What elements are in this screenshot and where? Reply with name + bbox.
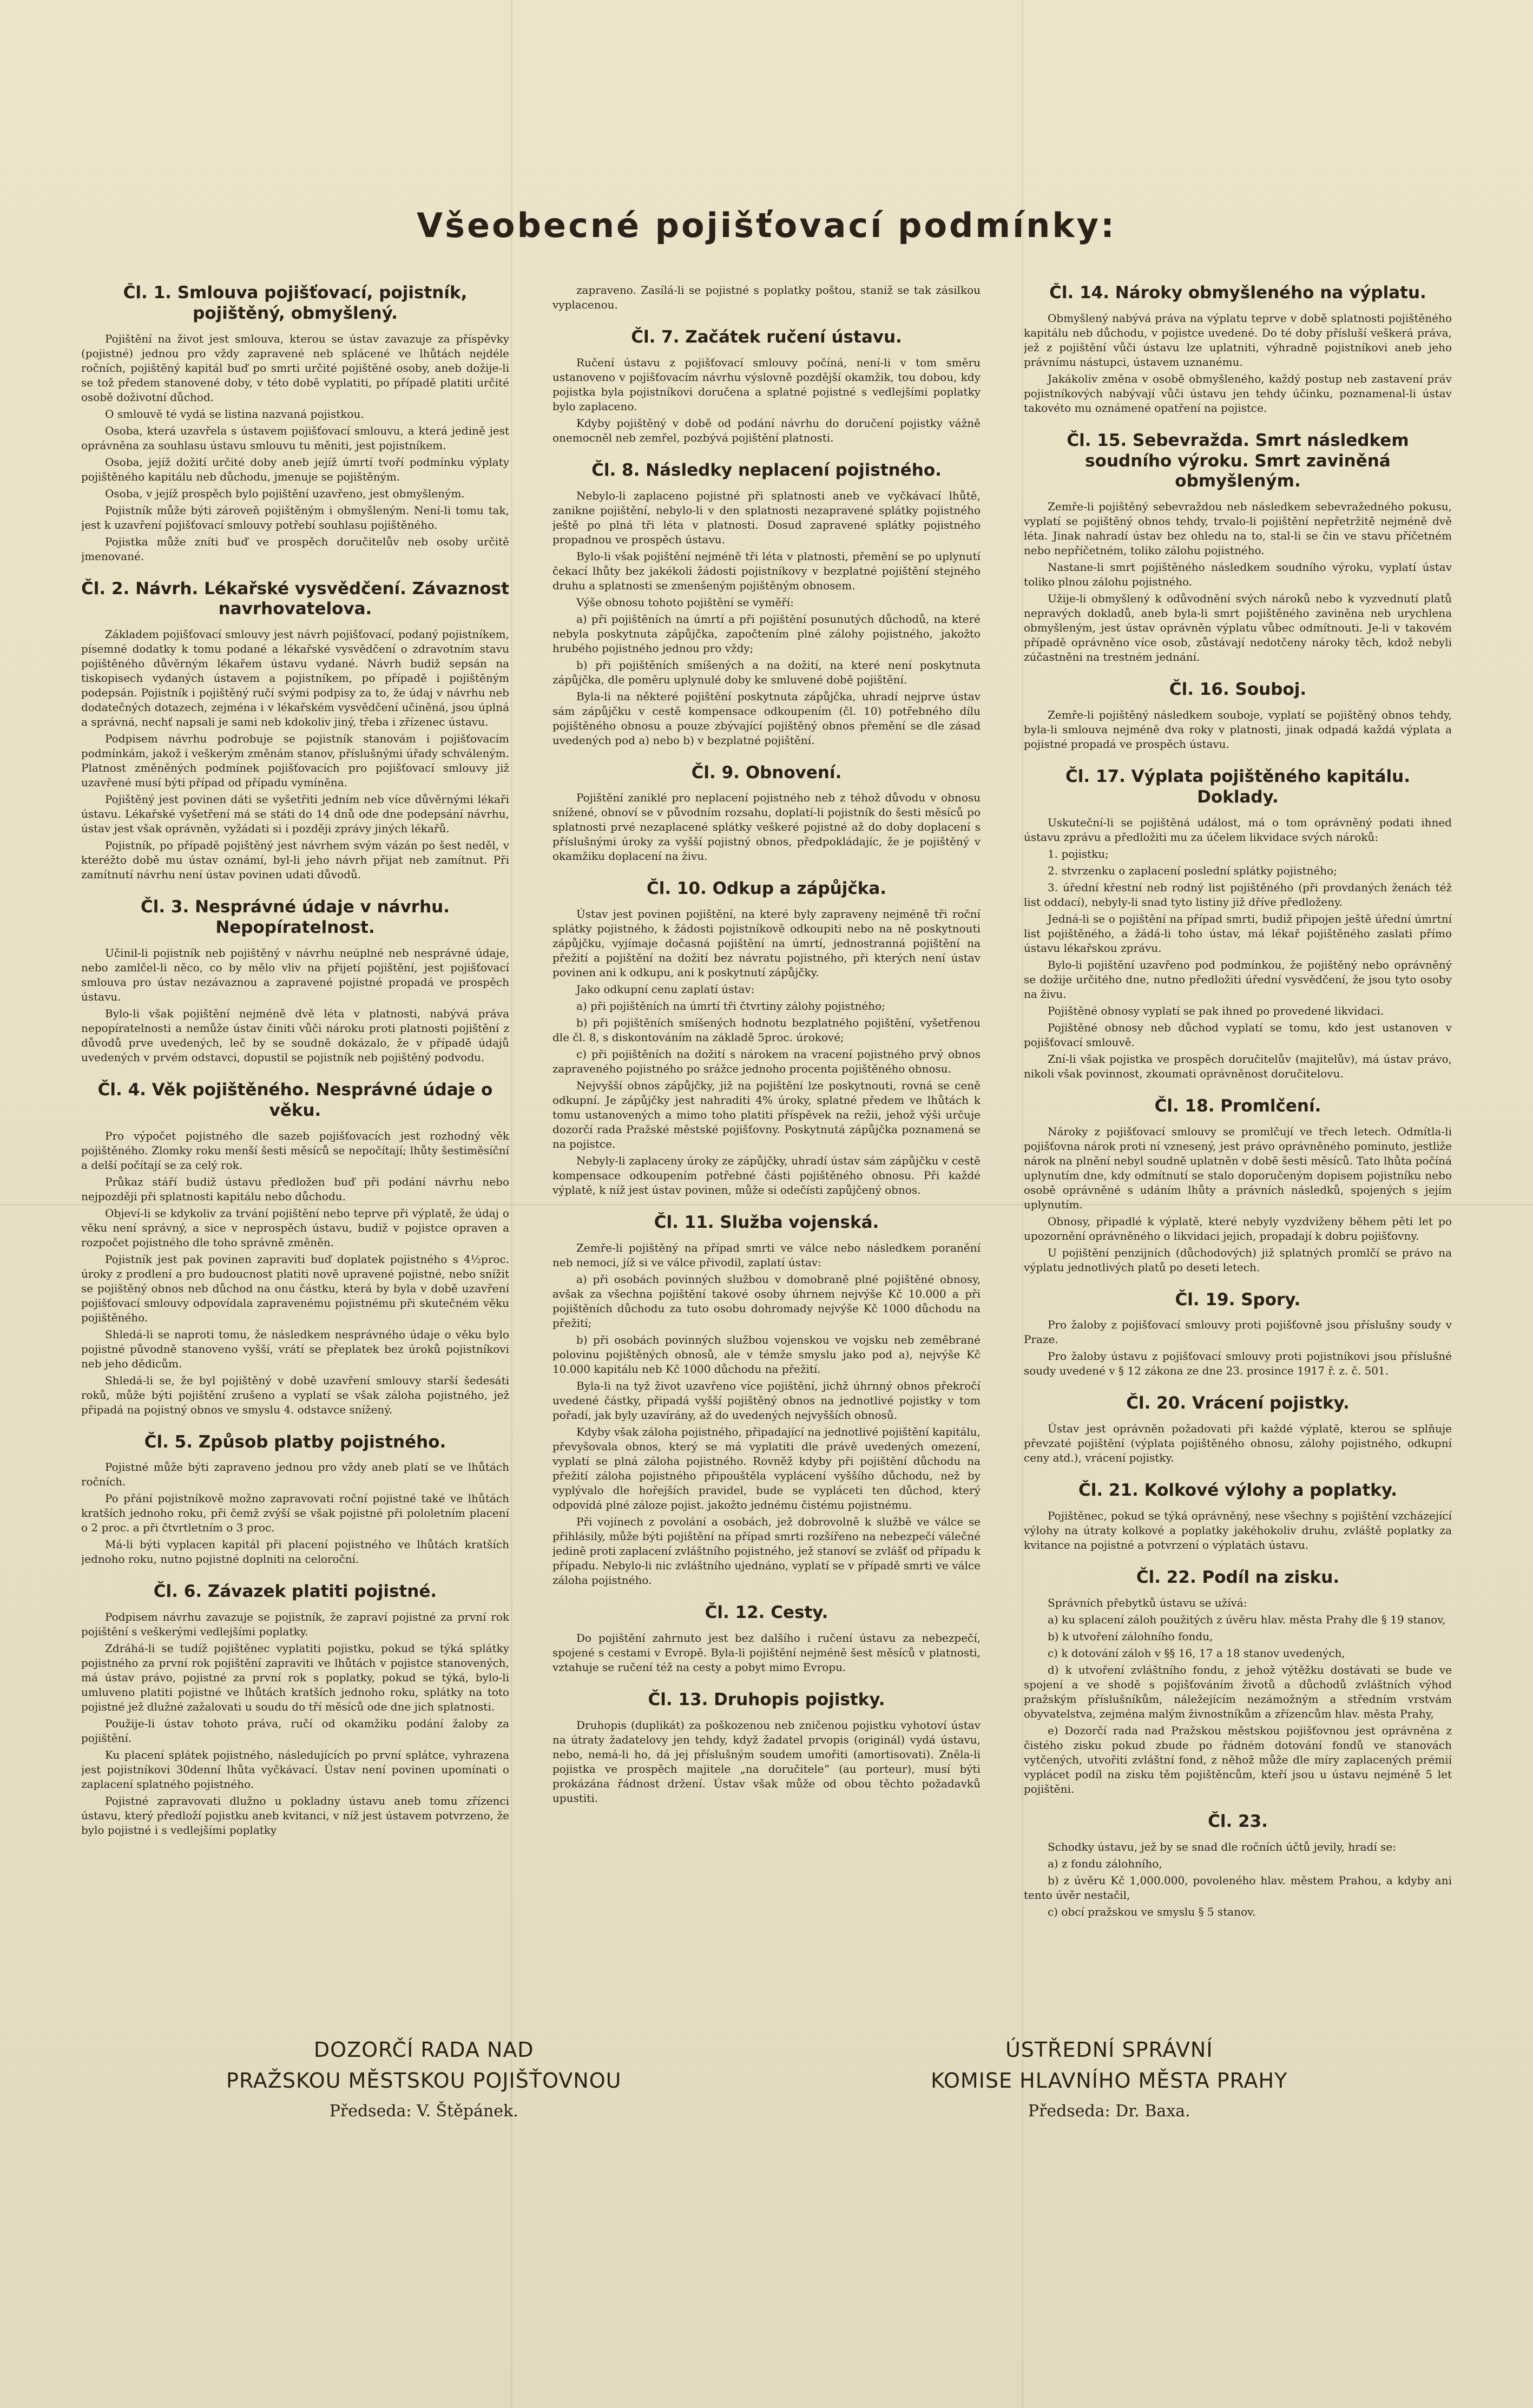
article-paragraph: Při vojínech z povolání a osobách, jež dobrovolně k službě ve válce se přihlásily, může býti pojištění na případ smrti rozšířeno na nebezpečí válečné jedině proti zaplacení zvláštního pojistného, jež stanoví se zvlášť od případu k případu. Nebylo-li nic zvláštního ujednáno, vyplatí se v případě smrti ve válce záloha pojistného.	[552, 1515, 981, 1587]
article-paragraph: Pojištění zaniklé pro neplacení pojistného neb z téhož důvodu v obnosu snížené, obnoví se v původním rozsahu, doplatí-li pojistník do šesti měsíců po splatnosti prvé nezaplacené splátky veškeré pojistné až do doby doplacení s příslušnými úroky za vyšší pojistný obnos, předpokládajíc, že je pojištěný v okamžiku doplacení na živu.	[552, 791, 981, 863]
article	[1024, 1481, 1452, 1552]
article-paragraph: a) z fondu zálohního,	[1048, 1857, 1162, 1870]
article-paragraph: Podpisem návrhu zavazuje se pojistník, že zapraví pojistné za první rok pojištění s veškerými vedlejšími poplatky.	[81, 1610, 509, 1639]
article-paragraph: Uskuteční-li se pojištěná událost, má o tom oprávněný podati ihned ústavu zprávu a předložiti mu za účelem likvidace svých nároků:	[1024, 815, 1452, 844]
article-paragraph: Nastane-li smrt pojištěného následkem soudního výroku, vyplatí ústav toliko plnou zálohu pojistného.	[1024, 561, 1452, 589]
article	[1024, 1393, 1452, 1465]
article	[81, 1080, 509, 1417]
article	[81, 897, 509, 1065]
article-heading: Čl. 5. Způsob platby pojistného.	[144, 1432, 446, 1452]
signature-supervisory-board	[81, 2035, 767, 2121]
article	[552, 763, 981, 864]
article-paragraph: 3. úřední křestní neb rodný list pojištěného (při provdaných ženách též list oddací), nebyly-li snad tyto listiny již dříve předloženy.	[1024, 880, 1452, 909]
article-paragraph: a) při pojištěních na úmrtí a při pojištění posunutých důchodů, na které nebyla poskytnuta zápůjčka, započtením plné zálohy pojistného, jakožto hrubého pojistného jednou pro vždy;	[552, 612, 981, 655]
article-paragraph: Ústav jest povinen pojištění, na které byly zapraveny nejméně tři roční splátky pojistného, k žádosti pojistníkově odkoupiti nebo na ně poskytnouti zápůjčku, vyjímaje dočasná pojištění na úmrtí, jednostranná pojištění na přežití a pojištění na dožití bez návratu pojistného, při kterých není ústav povinen ani k odkupu, ani k poskytnutí zápůjčky.	[552, 907, 981, 979]
article	[1024, 1568, 1452, 1797]
article-paragraph: Shledá-li se, že byl pojištěný v době uzavření smlouvy starší šedesáti roků, může býti pojištění zrušeno a vyplatí se však záloha pojistného, jež připadá na pojistný obnos ve smyslu 4. odstavce snížený.	[81, 1373, 509, 1416]
article-paragraph: Výše obnosu tohoto pojištění se vyměří:	[576, 595, 794, 609]
article-paragraph: Použije-li ústav tohoto práva, ručí od okamžiku podání žaloby za pojištění.	[81, 1717, 509, 1745]
article-paragraph: e) Dozorčí rada nad Pražskou městskou pojišťovnou jest oprávněna z čistého zisku pokud zbude po řádném dotování fondů ve stanovách vytčených, utvořiti zvláštní fond, z něhož může dle míry zaplacených prémií vyplácet podíl na zisku těm pojištěncům, kteří jsou u ústavu nejméně 5 let pojištěni.	[1024, 1723, 1452, 1795]
article	[552, 460, 981, 748]
article	[552, 1690, 981, 1806]
article-paragraph: Zní-li však pojistka ve prospěch doručitelův (majitelův), má ústav právo, nikoli však povinnost, zkoumati oprávněnost doručitelovu.	[1024, 1052, 1452, 1080]
article-paragraph: Objeví-li se kdykoliv za trvání pojištění nebo teprve při výplatě, že údaj o věku není správný, a sice v neprospěch ústavu, budiž v pojistce opraven a rozpočet pojistného dle toho správně změněn.	[81, 1206, 509, 1249]
article-paragraph: Pro žaloby ústavu z pojišťovací smlouvy proti pojistníkovi jsou příslušné soudy uvedené v § 12 zákona ze dne 23. prosince 1917 ř. z. č. 501.	[1024, 1350, 1452, 1378]
article-heading: Čl. 8. Následky neplacení pojistného.	[591, 460, 942, 480]
article-paragraph: Ku placení splátek pojistného, následujících po první splátce, vyhrazena jest pojistníkovi 30denní lhůta vyčkávací. Ústav není povinen upomínati o zaplacení splatného pojistného.	[81, 1748, 509, 1791]
article-paragraph: Zemře-li pojištěný na případ smrti ve válce nebo následkem poranění neb nemoci, jíž si ve válce přivodil, zaplatí ústav:	[552, 1241, 981, 1269]
article-paragraph: Po přání pojistníkově možno zapravovati roční pojistné také ve lhůtách kratších jednoho roku, při čemž zvýší se však pojistné při pololetním placení o 2 proc. a při čtvrtletním o 3 proc.	[81, 1492, 509, 1535]
signature-chairman: Předseda: Dr. Baxa.	[1028, 2102, 1190, 2121]
article	[81, 1582, 509, 1838]
column-right	[1024, 283, 1452, 2069]
signature-block	[81, 2035, 1452, 2121]
article	[552, 879, 981, 1198]
article-heading: Čl. 18. Promlčení.	[1154, 1096, 1321, 1116]
article-paragraph: Pro výpočet pojistného dle sazeb pojišťovacích jest rozhodný věk pojištěného. Zlomky roku menší šesti měsíců se nepočítají; lhůty šestiměsíční a delší počítají se za celý rok.	[81, 1129, 509, 1172]
column-left	[81, 283, 509, 2069]
article-paragraph: b) k utvoření zálohního fondu,	[1048, 1629, 1213, 1643]
article-paragraph: Nároky z pojišťovací smlouvy se promlčují ve třech letech. Odmítla-li pojišťovna nárok proti ní vznesený, jest právo oprávněného pominuto, jestliže nárok na plnění nebyl soudně uplatněn v době šesti měsíců. Tato lhůta počíná uplynutím dne, kdy odmítnutí se stalo doporučeným dopisem pojistníku nebo osobě oprávněné s udáním lhůty a právních následků, spojených s jejím uplynutím.	[1024, 1124, 1452, 1211]
article-paragraph: Kdyby pojištěný v době od podání návrhu do doručení pojistky vážně onemocněl neb zemřel, pozbývá pojištění platnosti.	[552, 416, 981, 444]
article-heading: Čl. 3. Nesprávné údaje v návrhu. Nepopíratelnost.	[140, 897, 450, 938]
article-paragraph: Obnosy, připadlé k výplatě, které nebyly vyzdviženy během pěti let po upozornění oprávněného o likvidaci jejich, propadají k dobru pojišťovny.	[1024, 1214, 1452, 1242]
article-paragraph: Pojištěnec, pokud se týká oprávněný, nese všechny s pojištění vzcházející výlohy na útraty kolkové a poplatky jakéhokoliv druhu, zvláště poplatky za kvitance na pojistné a potvrzení o výplatách ústavu.	[1024, 1509, 1452, 1551]
article-paragraph: Užije-li obmyšlený k odůvodnění svých nároků nebo k vyzvednutí platů nepravých dokladů, aneb byla-li smrt pojištěného zaviněna neb urychlena obmyšleným, jest ústav oprávněn výplatu vůbec odmítnouti. Je-li v takovém případě oprávněno více osob, zůstávají nedotčeny nároky těch, kdož nebyli zúčastněni na trestném jednání.	[1024, 592, 1452, 664]
article-paragraph: Podpisem návrhu podrobuje se pojistník stanovám i pojišťovacím podmínkám, jakož i veškerým změnám stanov, příslušnými úřady schváleným. Platnost změněných podmínek pojišťovacích pro pojišťovací smlouvy již uzavřené musí býti případ od případu vymíněna.	[81, 732, 509, 789]
article-paragraph: Ústav jest oprávněn požadovati při každé výplatě, kterou se splňuje převzaté pojištění (výplata pojištěného obnosu, zálohy pojistného, odkupní ceny atd.), vrácení pojistky.	[1024, 1422, 1452, 1465]
article-paragraph: Pojistník, po případě pojištěný jest návrhem svým vázán po šest neděl, v kteréžto době mu ústav oznámí, byl-li jeho návrh přijat neb zamítnut. Při zamítnutí návrhu není ústav povinen udati důvodů.	[81, 839, 509, 881]
article-heading: Čl. 1. Smlouva pojišťovací, pojistník, pojištěný, obmyšlený.	[123, 283, 468, 323]
article-paragraph: Osoba, která uzavřela s ústavem pojišťovací smlouvu, a která jedině jest oprávněna za souhlasu ústavu smlouvu tu měniti, jest pojistníkem.	[81, 424, 509, 452]
article-paragraph: Osoba, v jejíž prospěch bylo pojištění uzavřeno, jest obmyšleným.	[105, 486, 465, 500]
article-paragraph: 1. pojistku;	[1048, 847, 1109, 860]
article-heading: Čl. 12. Cesty.	[705, 1603, 828, 1623]
article-paragraph: Zdráhá-li se tudíž pojištěnec vyplatiti pojistku, pokud se týká splátky pojistného za první rok pojištění zapraviti ve lhůtách v pojistce stanovených, má ústav právo, pojistné za první rok s poplatky, pokud se týká, bylo-li umluveno platiti pojistné ve lhůtách kratších jednoho roku, splátky na toto pojistné jež dlužné zažalovati u soudu do tří měsíců ode dne jich splatnosti.	[81, 1642, 509, 1714]
article-paragraph: Shledá-li se naproti tomu, že následkem nesprávného údaje o věku bylo pojistné původně stanoveno vyšší, vrátí se přeplatek bez úroků pojistníkovi neb jeho dědicům.	[81, 1327, 509, 1370]
article	[1024, 1812, 1452, 1919]
article-paragraph: Ručení ústavu z pojišťovací smlouvy počíná, není-li v tom směru ustanoveno v pojišťovacím návrhu výslovně pozdější okamžik, tou dobou, kdy pojistka byla pojistníkovi doručena a splatné pojistné s vedlejšími poplatky bylo zaplaceno.	[552, 356, 981, 413]
article-paragraph: a) ku splacení záloh použitých z úvěru hlav. města Prahy dle § 19 stanov,	[1048, 1613, 1446, 1626]
signature-org-line: KOMISE HLAVNÍHO MĚSTA PRAHY	[931, 2069, 1288, 2093]
article-paragraph: Bylo-li však pojištění nejméně tři léta v platnosti, přemění se po uplynutí čekací lhůty bez jakékoli žádosti pojistníkovy v bezplatné pojištění stejného druhu a splatnosti se zmenšeným pojištěným obnosem.	[552, 549, 981, 592]
article-heading: Čl. 16. Souboj.	[1169, 680, 1307, 700]
article-heading: Čl. 6. Závazek platiti pojistné.	[153, 1582, 437, 1602]
article-paragraph: Bylo-li však pojištění nejméně dvě léta v platnosti, nabývá práva nepopíratelnosti a nemůže ústav činiti vůči nároku proti platnosti pojištění z důvodů prve uvedených, leč by se soudně dokázalo, že v případě údajů uvedených v prvém odstavci, dopustil se pojistník neb pojištěný podvodu.	[81, 1006, 509, 1064]
article-paragraph: Nebyly-li zaplaceny úroky ze zápůjčky, uhradí ústav sám zápůjčku v cestě kompensace odkoupením potřebné části pojištěného obnosu. Při každé výplatě, k níž jest ústav povinen, může si odečísti zapůjčený obnos.	[552, 1154, 981, 1197]
article	[1024, 680, 1452, 752]
article-paragraph: Učinil-li pojistník neb pojištěný v návrhu neúplné neb nesprávné údaje, nebo zamlčel-li něco, co by mělo vliv na přijetí pojištění, jest pojišťovací smlouva pro ústav nezávaznou a zapravené pojistné propadá ve prospěch ústavu.	[81, 946, 509, 1003]
article-heading: Čl. 2. Návrh. Lékařské vysvědčení. Závaznost navrhovatelova.	[81, 578, 509, 619]
article-paragraph: Pojistné může býti zapraveno jednou pro vždy aneb platí se ve lhůtách ročních.	[81, 1460, 509, 1489]
article-paragraph: Má-li býti vyplacen kapitál při placení pojistného ve lhůtách kratších jednoho roku, nutno pojistné doplniti na celoroční.	[81, 1538, 509, 1566]
article-paragraph: b) z úvěru Kč 1,000.000, povoleného hlav. městem Prahou, a kdyby ani tento úvěr nestačil,	[1024, 1873, 1452, 1902]
article-paragraph: Základem pojišťovací smlouvy jest návrh pojišťovací, podaný pojistníkem, písemné dodatky k tomu podané a lékařské vysvědčení o zdravotním stavu pojištěného důvěrným lékařem ústavu vydané. Návrh budiž sepsán na tiskopisech vydaných ústavem a pojistníkem, po případě i pojištěným podepsán. Pojistník i pojištěný ručí svými podpisy za to, že údaj v návrhu neb dodatečných dotazech, zejména i v lékařském vysvědčení učiněná, jsou úplná a správná, nechť napsali je sami neb kdokoliv jiný, třeba i zřízenec ústavu.	[81, 628, 509, 729]
article-heading: Čl. 4. Věk pojištěného. Nesprávné údaje o věku.	[97, 1080, 493, 1120]
article-paragraph: Schodky ústavu, jež by se snad dle ročních účtů jevily, hradí se:	[1048, 1840, 1396, 1853]
article-paragraph: b) při pojištěních smíšených hodnotu bezplatného pojištění, vyšetřenou dle čl. 8, s diskontováním na základě 5proc. úrokové;	[552, 1016, 981, 1044]
article-paragraph: U pojištění penzijních (důchodových) již splatných promlčí se právo na výplatu jednotlivých platů po deseti letech.	[1024, 1246, 1452, 1274]
article-heading: Čl. 21. Kolkové výlohy a poplatky.	[1078, 1481, 1398, 1501]
article-paragraph: Průkaz stáří budiž ústavu předložen buď při podání návrhu nebo nejpozději při splatnosti kapitálu nebo důchodu.	[81, 1175, 509, 1203]
article-paragraph: Byla-li na některé pojištění poskytnuta zápůjčka, uhradí nejprve ústav sám zápůjčku v cestě kompensace odkoupením (čl. 10) potřebného dílu pojištěného obnosu a pouze zbývající pojištěný obnos přemění se dle zásad uvedených pod a) nebo b) v bezplatné pojištění.	[552, 689, 981, 747]
article-paragraph: Nejvyšší obnos zápůjčky, již na pojištění lze poskytnouti, rovná se ceně odkupní. Je zápůjčky jest nahraditi 4% úroky, splatné předem ve lhůtách k tomu ustanovených a mimo toho platiti příspěvek na režii, jehož výši určuje dozorčí rada Pražské městské pojišťovny. Poskytnutá zápůjčka poznamená se na pojistce.	[552, 1079, 981, 1151]
column-middle	[552, 283, 981, 2069]
article-paragraph: c) při pojištěních na dožití s nárokem na vracení pojistného prvý obnos zapraveného pojistného po srážce jednoho procenta pojištěného obnosu.	[552, 1048, 981, 1076]
conditions-columns	[81, 283, 1452, 2069]
article	[1024, 767, 1452, 1081]
article-paragraph: Jedná-li se o pojištění na případ smrti, budiž připojen ještě úřední úmrtní list pojištěného, a žádá-li toho ústav, má lékař pojištěného zaslati přímo ústavu lékařskou zprávu.	[1024, 912, 1452, 955]
article-heading: Čl. 9. Obnovení.	[691, 762, 842, 782]
article-paragraph: Do pojištění zahrnuto jest bez dalšího i ručení ústavu za nebezpečí, spojené s cestami v Evropě. Byla-li pojištění nejméně šest měsíců v platnosti, vztahuje se ručení též na cesty a pobyt mimo Evropu.	[552, 1631, 981, 1674]
article-paragraph: zapraveno. Zasílá-li se pojistné s poplatky poštou, staniž se tak zásilkou vyplacenou.	[552, 284, 981, 311]
article-paragraph: Pojištěný jest povinen dáti se vyšetřiti jedním neb více důvěrnými lékaři ústavu. Lékařské vyšetření má se státi do 14 dnů ode dne podepsání návrhu, ústav jest však oprávněn, vyžádati si i později zprávy jiných lékařů.	[81, 793, 509, 835]
article	[81, 283, 509, 564]
article	[552, 283, 981, 312]
article-paragraph: c) k dotování záloh v §§ 16, 17 a 18 stanov uvedených,	[1048, 1646, 1345, 1660]
article-paragraph: Nebylo-li zaplaceno pojistné při splatnosti aneb ve vyčkávací lhůtě, zanikne pojištění, nebylo-li v den splatnosti nezapravené splátky pojistného ještě po plná tři léta v platnosti. Dosud zapravené splátky pojistného propadnou ve prospěch ústavu.	[552, 489, 981, 546]
signature-chairman: Předseda: V. Štěpánek.	[329, 2102, 518, 2121]
signature-org-line: PRAŽSKOU MĚSTSKOU POJIŠŤOVNOU	[226, 2069, 622, 2093]
article-paragraph: Správních přebytků ústavu se užívá:	[1048, 1596, 1247, 1609]
article-heading: Čl. 10. Odkup a zápůjčka.	[646, 879, 887, 899]
article-heading: Čl. 7. Začátek ručení ústavu.	[631, 327, 902, 347]
article	[1024, 1096, 1452, 1275]
article-paragraph: Osoba, jejíž dožití určité doby aneb jejíž úmrtí tvoří podmínku výplaty pojištěného kapitálu neb důchodu, jmenuje se pojištěným.	[81, 455, 509, 483]
signature-central-commission	[767, 2035, 1452, 2121]
article-paragraph: Pojistník jest pak povinen zapraviti buď doplatek pojistného s 4½proc. úroky z prodlení a pro budoucnost platiti nově upravené pojistné, nebo snížit se pojištěný obnos neb důchod na onu částku, která by byla v době uzavření pojišťovací smlouvy odpovídala zapravenému pojistnému při skutečném věku pojištěného.	[81, 1252, 509, 1324]
article-paragraph: b) při osobách povinných službou vojenskou ve vojsku neb zeměbrané polovinu pojištěných obnosů, ale v témže smyslu jako pod a), nejvýše Kč 10.000 kapitálu neb Kč 1000 důchodu na přežití.	[552, 1333, 981, 1376]
article-paragraph: Pro žaloby z pojišťovací smlouvy proti pojišťovně jsou příslušny soudy v Praze.	[1024, 1318, 1452, 1346]
article-paragraph: Jako odkupní cenu zaplatí ústav:	[576, 983, 755, 996]
signature-org-line: DOZORČÍ RADA NAD	[313, 2038, 534, 2062]
article-paragraph: Pojistník může býti zároveň pojištěným i obmyšleným. Není-li tomu tak, jest k uzavření pojišťovací smlouvy potřebí souhlasu pojištěného.	[81, 503, 509, 531]
article-paragraph: Zemře-li pojištěný následkem souboje, vyplatí se pojištěný obnos tehdy, byla-li smlouva nejméně dva roky v platnosti, jinak odpadá každá výplata a pojistné propadá ve prospěch ústavu.	[1024, 708, 1452, 751]
article-paragraph: c) obcí pražskou ve smyslu § 5 stanov.	[1048, 1905, 1256, 1918]
article-paragraph: Jakákoliv změna v osobě obmyšleného, každý postup neb zastavení práv pojistníkových nabývají vůči ústavu jen tehdy účinku, poznamenal-li ústav takovéto mu oznámené opatření na pojistce.	[1024, 372, 1452, 415]
article-heading: Čl. 17. Výplata pojištěného kapitálu. Doklady.	[1065, 767, 1410, 807]
article-heading: Čl. 19. Spory.	[1175, 1289, 1301, 1310]
article-paragraph: a) při osobách povinných službou v domobraně plné pojištěné obnosy, avšak za všechna pojištění takové osoby úhrnem nejvýše Kč 10.000 a při pojištěních důchodu za tuto osobu dohromady nejvýše Kč 1000 důchodu na přežití;	[552, 1273, 981, 1330]
article-paragraph: Bylo-li pojištění uzavřeno pod podmínkou, že pojištěný nebo oprávněný se dožije určitého dne, nutno předložiti úřední vysvědčení, že jsou tyto osoby na živu.	[1024, 958, 1452, 1001]
article	[552, 1213, 981, 1588]
signature-org-line: ÚSTŘEDNÍ SPRÁVNÍ	[1005, 2038, 1213, 2062]
article	[552, 1603, 981, 1675]
article-paragraph: a) při pojištěních na úmrtí tři čtvrtiny zálohy pojistného;	[576, 999, 885, 1013]
article-heading: Čl. 14. Nároky obmyšleného na výplatu.	[1049, 283, 1426, 302]
article-paragraph: Obmyšlený nabývá práva na výplatu teprve v době splatnosti pojištěného kapitálu neb důchodu, v pojistce uvedené. Do té doby přísluší veškerá práva, jež z pojištění vůči ústavu lze uplatniti, výhradně pojistníkovi aneb jeho právnímu nástupci, ústavem uznanému.	[1024, 311, 1452, 369]
article-paragraph: Byla-li na tyž život uzavřeno více pojištění, jichž úhrnný obnos překročí uvedené částky, připadá vyšší pojištěný obnos na jednotlivé pojistky v tom pořadí, jak byly uzavírány, až do uvedených nejvyšších obnosů.	[552, 1379, 981, 1422]
article	[81, 1432, 509, 1567]
fold-line	[0, 1204, 1533, 1206]
article-heading: Čl. 13. Druhopis pojistky.	[648, 1689, 885, 1709]
article-paragraph: Zemře-li pojištěný sebevraždou neb následkem sebevražedného pokusu, vyplatí se pojištěný obnos tehdy, trvalo-li pojištění nepřetržitě nejméně dvě léta. Jinak nahradí ústav bez ohledu na to, stal-li se čin ve stavu příčetném nebo nepříčetném, toliko zálohu pojistného.	[1024, 500, 1452, 557]
article-paragraph: Pojistka může zníti buď ve prospěch doručitelův neb osoby určitě jmenované.	[81, 535, 509, 563]
article-paragraph: 2. stvrzenku o zaplacení poslední splátky pojistného;	[1048, 864, 1337, 877]
article-paragraph: Pojistné zapravovati dlužno u pokladny ústavu aneb tomu zřízenci ústavu, který předloží pojistku aneb kvitanci, v níž jest ústavem potvrzeno, že bylo pojistné i s vedlejšími poplatky	[81, 1794, 509, 1837]
article-paragraph: b) při pojištěních smíšených a na dožití, na které není poskytnuta zápůjčka, dle poměru uplynulé doby ke smluvené době pojištění.	[552, 658, 981, 686]
article	[552, 327, 981, 445]
article	[1024, 283, 1452, 416]
article	[1024, 1290, 1452, 1379]
article-heading: Čl. 22. Podíl na zisku.	[1136, 1567, 1340, 1587]
article-paragraph: Pojištěné obnosy neb důchod vyplatí se tomu, kdo jest ustanoven v pojišťovací smlouvě.	[1024, 1021, 1452, 1049]
article-paragraph: Druhopis (duplikát) za poškozenou neb zničenou pojistku vyhotoví ústav na útraty žadatelovy jen tehdy, když žadatel prvopis (originál) vydá ústavu, nebo, nemá-li ho, dá jej příslušným soudem umořiti (amortisovati). Zněla-li pojistka ve prospěch majitele „na doručitele“ (au porteur), musí býti prokázána řádnost držení. Ústav však může od obou těchto požadavků upustiti.	[552, 1718, 981, 1805]
article	[1024, 431, 1452, 664]
article-heading: Čl. 15. Sebevražda. Smrt následkem soudního výroku. Smrt zaviněná obmyšleným.	[1067, 430, 1409, 491]
article-heading: Čl. 20. Vrácení pojistky.	[1126, 1393, 1350, 1413]
article-paragraph: O smlouvě té vydá se listina nazvaná pojistkou.	[105, 407, 364, 420]
document-title: Všeobecné pojišťovací podmínky:	[417, 206, 1116, 245]
article-paragraph: Pojištěné obnosy vyplatí se pak ihned po provedené likvidaci.	[1048, 1004, 1384, 1017]
article	[81, 579, 509, 883]
article-paragraph: d) k utvoření zvláštního fondu, z jehož výtěžku dostávati se bude ve spojení a ve shodě s pojišťováním životů a důchodů zvláštních výhod pražským příslušníkům, náležejícím nezámožným a středním vrstvám obyvatelstva, zejména malým živnostníkům a zřízencům hlav. města Prahy,	[1024, 1663, 1452, 1720]
article-paragraph: Pojištění na život jest smlouva, kterou se ústav zavazuje za příspěvky (pojistné) jednou pro vždy zapravené neb splácené ve lhůtách nejdéle ročních, pojištěný kapitál buď po smrti určité pojištěné osoby, aneb dožije-li se tož předem stanovené doby, v této době vyplatiti, po případě platiti určité osobě doživotní důchod.	[81, 332, 509, 404]
article-paragraph: Kdyby však záloha pojistného, připadající na jednotlivé pojištění kapitálu, převyšovala obnos, který se má vyplatiti dle právě uvedených omezení, vyplatí se plná záloha pojistného. Rovněž kdyby při pojištění důchodu na přežití záloha pojistného připouštěla vyplácení vyššího důchodu, než by vyplývalo dle hořejších pravidel, bude se vypláceti ten důchod, který odpovídá plné záloze pojist. jakožto jednému čistému pojistnému.	[552, 1425, 981, 1512]
article-heading: Čl. 23.	[1208, 1811, 1268, 1831]
article-heading: Čl. 11. Služba vojenská.	[654, 1213, 879, 1233]
